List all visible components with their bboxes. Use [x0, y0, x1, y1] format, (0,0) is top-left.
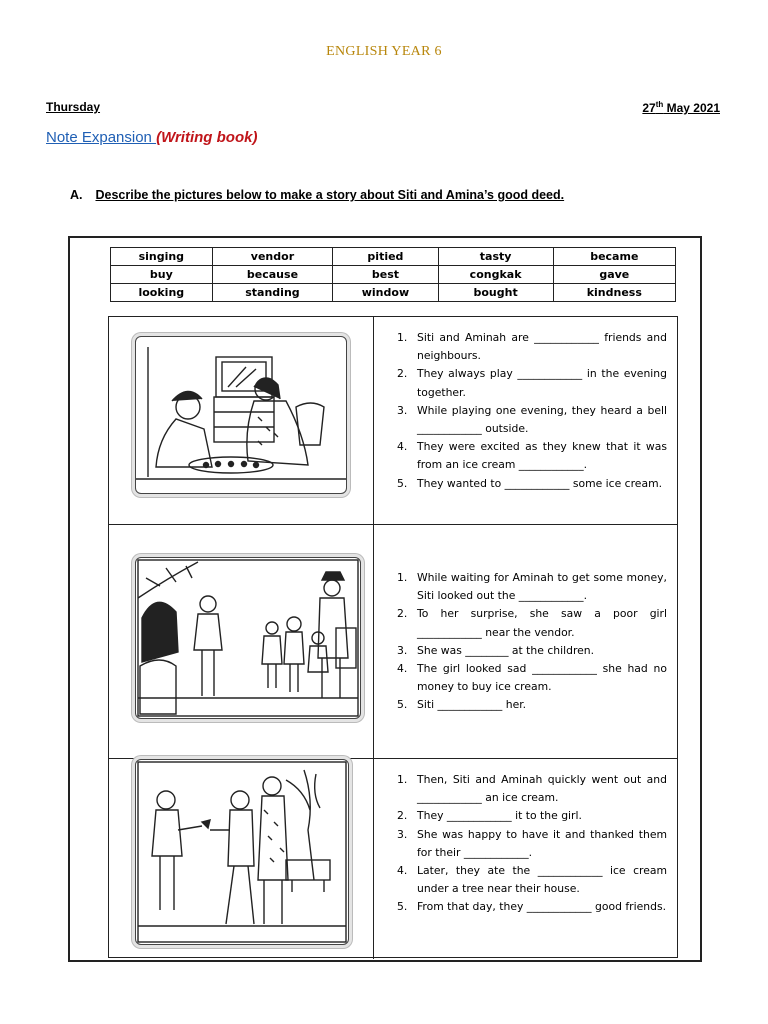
question-text: To her surprise, she saw a poor girl ____________ near the vendor. [417, 607, 667, 639]
girls-giving-ice-cream-picture [135, 759, 349, 945]
question-text: They were excited as they knew that it was from an ice cream ____________. [417, 440, 667, 472]
word-bank-cell: congkak [438, 266, 553, 284]
question-number: 4. [397, 440, 408, 454]
exercise-row-3 [109, 759, 677, 959]
row-divider [373, 525, 374, 758]
question-item [397, 329, 667, 365]
girl-at-window-picture [135, 557, 361, 719]
question-text: From that day, they ____________ good friends. [417, 900, 667, 914]
question-item [397, 365, 667, 401]
header-title: ENGLISH YEAR 6 [326, 44, 442, 59]
question-list [397, 569, 667, 715]
worksheet [68, 236, 702, 962]
date-suffix: th [655, 100, 664, 109]
writing-book-label: (Writing book) [156, 129, 258, 146]
date-day: 27 [642, 101, 656, 115]
word-bank-cell: pitied [333, 248, 438, 266]
girls-playing-congkak-picture [135, 336, 347, 494]
row-divider [373, 317, 374, 524]
word-bank-cell: tasty [438, 248, 553, 266]
question-number: 4. [397, 864, 408, 878]
question-item [397, 696, 667, 714]
note-expansion-heading [46, 129, 257, 146]
word-bank-cell: vendor [212, 248, 333, 266]
question-number: 3. [397, 643, 408, 657]
question-number: 5. [397, 900, 408, 914]
question-number: 3. [397, 403, 408, 417]
question-number: 2. [397, 367, 408, 381]
question-list [397, 771, 667, 917]
word-bank-cell: bought [438, 284, 553, 302]
word-bank-cell: looking [111, 284, 213, 302]
question-item [397, 605, 667, 641]
question-number: 4. [397, 662, 408, 676]
question-item [397, 402, 667, 438]
word-bank-table [110, 247, 676, 302]
question-item [397, 898, 667, 916]
exercise-row-2 [109, 525, 677, 759]
question-text: She was happy to have it and thanked them for their ____________. [417, 827, 667, 859]
question-item [397, 475, 667, 493]
exercise-row-1 [109, 317, 677, 525]
question-item [397, 807, 667, 825]
word-bank-cell: window [333, 284, 438, 302]
question-item [397, 826, 667, 862]
question-text: She was ________ at the children. [417, 643, 595, 657]
question-item [397, 642, 667, 660]
question-text: Then, Siti and Aminah quickly went out and ____________ an ice cream. [417, 773, 667, 805]
word-bank-row [111, 284, 676, 302]
date-rest: May 2021 [663, 101, 720, 115]
word-bank-cell: best [333, 266, 438, 284]
question-number: 2. [397, 809, 408, 823]
word-bank-row [111, 248, 676, 266]
word-bank-cell: singing [111, 248, 213, 266]
question-number: 1. [397, 773, 408, 786]
question-text: They wanted to ____________ some ice cream. [417, 476, 663, 490]
question-text: While playing one evening, they heard a bell ____________ outside. [417, 403, 667, 436]
exercise-grid [108, 316, 678, 958]
question-text: Siti ____________ her. [417, 698, 527, 712]
instruction-letter: A. [70, 188, 83, 202]
question-number: 2. [397, 607, 408, 621]
question-list [397, 329, 667, 493]
question-item [397, 771, 667, 807]
word-bank-cell: standing [212, 284, 333, 302]
question-text: The girl looked sad ____________ she had no money to buy ice cream. [417, 662, 667, 694]
question-item [397, 569, 667, 605]
question-item [397, 862, 667, 898]
question-item [397, 660, 667, 696]
word-bank-cell: buy [111, 266, 213, 284]
word-bank-row [111, 266, 676, 284]
instruction-text: Describe the pictures below to make a story about Siti and Amina’s good deed. [95, 188, 565, 202]
question-text: They always play ____________ in the evening together. [417, 367, 667, 399]
row-divider [373, 759, 374, 959]
word-bank-cell: gave [553, 266, 675, 284]
word-bank-cell: became [553, 248, 675, 266]
question-item [397, 438, 667, 474]
instruction [70, 188, 564, 202]
question-text: While waiting for Aminah to get some money, Siti looked out the ____________. [417, 571, 667, 603]
question-number: 1. [397, 571, 408, 584]
question-text: They ____________ it to the girl. [417, 809, 582, 823]
question-number: 3. [397, 827, 408, 841]
word-bank-cell: because [212, 266, 333, 284]
question-text: Siti and Aminah are ____________ friends and neighbours. [417, 331, 667, 363]
question-number: 5. [397, 698, 408, 712]
question-number: 1. [397, 331, 408, 344]
question-text: Later, they ate the ____________ ice cream under a tree near their house. [417, 864, 667, 896]
note-expansion-link[interactable]: Note Expansion [46, 129, 157, 146]
day-label: Thursday [46, 100, 101, 114]
question-number: 5. [397, 476, 408, 490]
word-bank-cell: kindness [553, 284, 675, 302]
date-label [642, 100, 720, 115]
